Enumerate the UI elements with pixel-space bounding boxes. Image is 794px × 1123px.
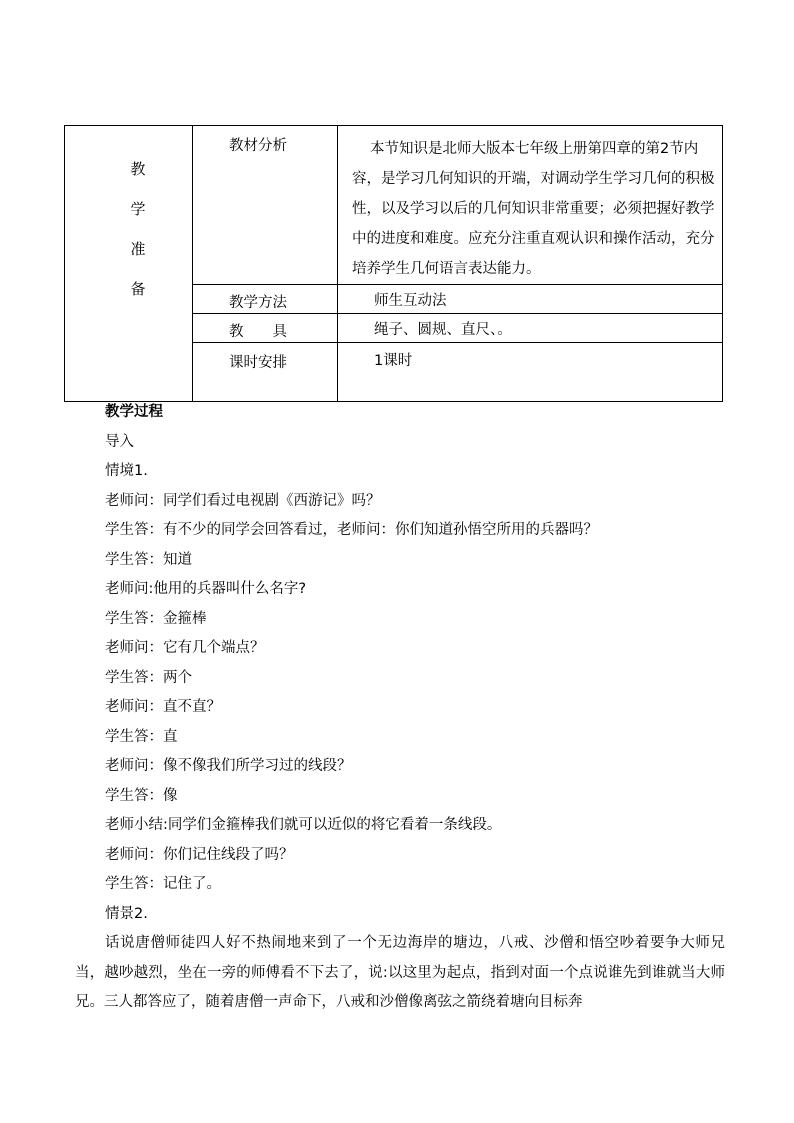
row-value-tools: 绳子、圆规、直尺、。 xyxy=(338,314,723,343)
side-char: 备 xyxy=(130,280,146,298)
row-name-schedule: 课时安排 xyxy=(193,343,338,402)
text-line: 老师问：它有几个端点？ xyxy=(105,640,265,656)
text-line: 学生答：金箍棒 xyxy=(105,610,207,627)
section-heading: 教学过程 xyxy=(105,404,163,420)
text-line: 学生答：两个 xyxy=(105,669,192,686)
side-char: 准 xyxy=(130,240,146,258)
story-paragraph: 话说唐僧师徒四人好不热闹地来到了一个无边海岸的塘边，八戒、沙僧和悟空吵着要争大师兄当，越吵越烈，坐在一旁的师傅看不下去了，说:以这里为起点，指到对面一个点说谁先到谁就当大师兄。三人都答应了，随着唐僧一声命下，八戒和沙僧像离弦之箭绕着塘向目标奔 xyxy=(75,935,725,1010)
row-name-materials: 教材分析 xyxy=(193,126,338,285)
teaching-prep-table xyxy=(64,125,723,402)
row-value-method: 师生互动法 xyxy=(338,285,723,314)
side-char: 学 xyxy=(130,200,146,218)
text-line: 学生答：知道 xyxy=(105,551,192,568)
row-value-materials: 本节知识是北师大版本七年级上册第四章的第2节内容，是学习几何知识的开端，对调动学生学习几何的积极性，以及学习以后的几何知识非常重要；必须把握好教学中的进度和难度。应充分注重直观认识和操作活动，充分培养学生几何语言表达能力。 xyxy=(338,126,723,285)
side-char: 教 xyxy=(130,160,146,178)
text-line: 学生答：直 xyxy=(105,728,178,745)
row-name-method: 教学方法 xyxy=(193,285,338,314)
text-line: 老师问：同学们看过电视剧《西游记》吗？ xyxy=(105,492,381,509)
text-line: 导入 xyxy=(105,433,134,450)
text-line: 老师小结:同学们金箍棒我们就可以近似的将它看着一条线段。 xyxy=(105,817,502,833)
text-line: 学生答：记住了。 xyxy=(105,876,221,892)
text-line: 老师问：你们记住线段了吗？ xyxy=(105,846,294,863)
text-line: 情景2. xyxy=(105,905,148,922)
text-line: 老师问:他用的兵器叫什么名字? xyxy=(105,581,307,597)
teaching-process xyxy=(75,398,725,1018)
text-line: 老师问：直不直？ xyxy=(105,699,221,715)
prep-side-label xyxy=(65,126,193,402)
text-line: 老师问：像不像我们所学习过的线段？ xyxy=(105,758,352,774)
row-value-schedule: 1课时 xyxy=(338,343,723,402)
text-line: 情境1. xyxy=(105,463,148,479)
row-name-tools: 教 具 xyxy=(193,314,338,343)
text-line: 学生答：像 xyxy=(105,787,178,804)
text-line: 学生答：有不少的同学会回答看过，老师问：你们知道孙悟空所用的兵器吗？ xyxy=(105,522,598,538)
